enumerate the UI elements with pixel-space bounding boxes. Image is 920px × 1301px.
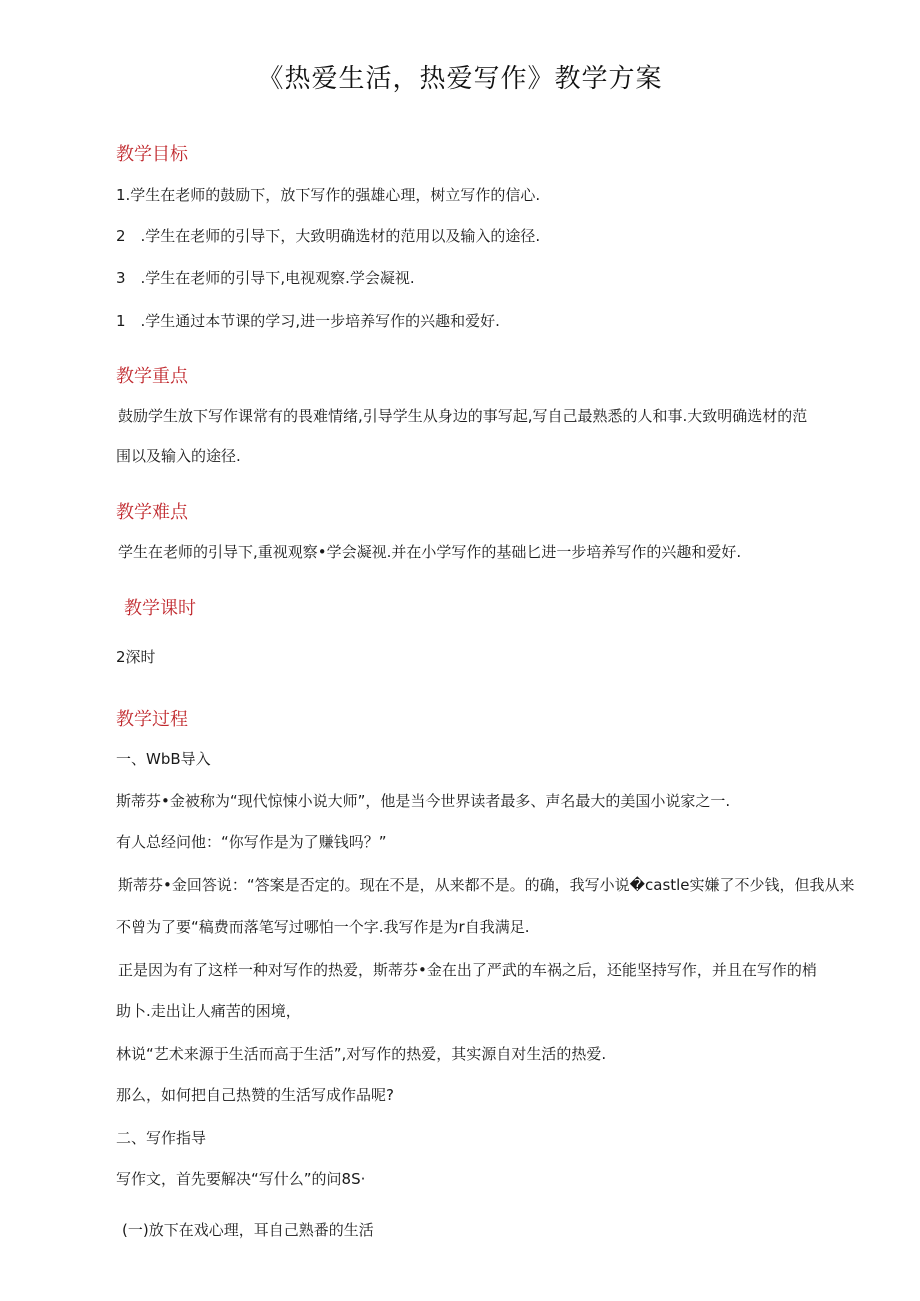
process-paragraph: 林说“艺术来源于生活而高于生活”,对写作的热爱，其实源自对生活的热爱. (116, 1045, 607, 1063)
key-points-text-line1: 鼓励学生放下写作课常有的畏难情绪,引导学生从身边的事写起,写自己最熟悉的人和事.大致明确选材的范 (118, 407, 808, 425)
process-paragraph: (一)放下在戏心理，耳自己熟番的生活 (122, 1221, 374, 1239)
difficulties-text: 学生在老师的引导下,重视观察•学会凝视.并在小学写作的基础匕进一步培养写作的兴趣和爱好. (118, 543, 742, 561)
process-paragraph-line2: 助卜.走出让人痛苦的困境， (116, 1002, 301, 1020)
objectives-heading: 教学目标 (116, 144, 188, 165)
hours-text: 2深时 (116, 648, 156, 666)
objective-item: 1.学生在老师的鼓励下，放下写作的强雄心理，树立写作的信心. (116, 186, 541, 204)
hours-heading: 教学课时 (124, 598, 196, 619)
process-paragraph-line1: 斯蒂芬•金回答说：“答案是否定的。现在不是，从来都不是。的确，我写小说�castle实嫌了不少钱，但我从来 (118, 876, 855, 894)
process-paragraph-line1: 正是因为有了这样一种对写作的热爱，斯蒂芬•金在出了严武的车祸之后，还能坚持写作，并且在写作的梢 (118, 961, 817, 979)
objective-item: 3 .学生在老师的引导下,电视观察.学会凝视. (116, 269, 415, 287)
process-paragraph-line2: 不曾为了要“稿费而落笔写过哪怕一个字.我写作是为r自我满足. (116, 918, 530, 936)
document-title: 《热爱生活，热爱写作》教学方案 (257, 64, 663, 94)
objective-item: 1 .学生通过本节课的学习,进一步培养写作的兴趣和爱好. (116, 312, 500, 330)
part2-title: 二、写作指导 (116, 1129, 207, 1147)
key-points-text-line2: 围以及输入的途径. (116, 447, 241, 465)
process-paragraph: 斯蒂芬•金被称为“现代惊悚小说大师”，他是当今世界读者最多、声名最大的美国小说家之一. (116, 792, 731, 810)
process-paragraph: 那么，如何把自己热赞的生活写成作品呢? (116, 1086, 394, 1104)
process-paragraph: 写作文，首先要解决“写什么”的问8S· (116, 1170, 366, 1188)
difficulties-heading: 教学难点 (116, 502, 188, 523)
process-paragraph: 有人总经问他：“你写作是为了赚钱吗？” (116, 833, 387, 851)
key-points-heading: 教学重点 (116, 366, 188, 387)
process-heading: 教学过程 (116, 709, 188, 730)
objective-item: 2 .学生在老师的引导下，大致明确选材的范用以及输入的途径. (116, 227, 541, 245)
part1-title: 一、WbB导入 (116, 750, 211, 768)
